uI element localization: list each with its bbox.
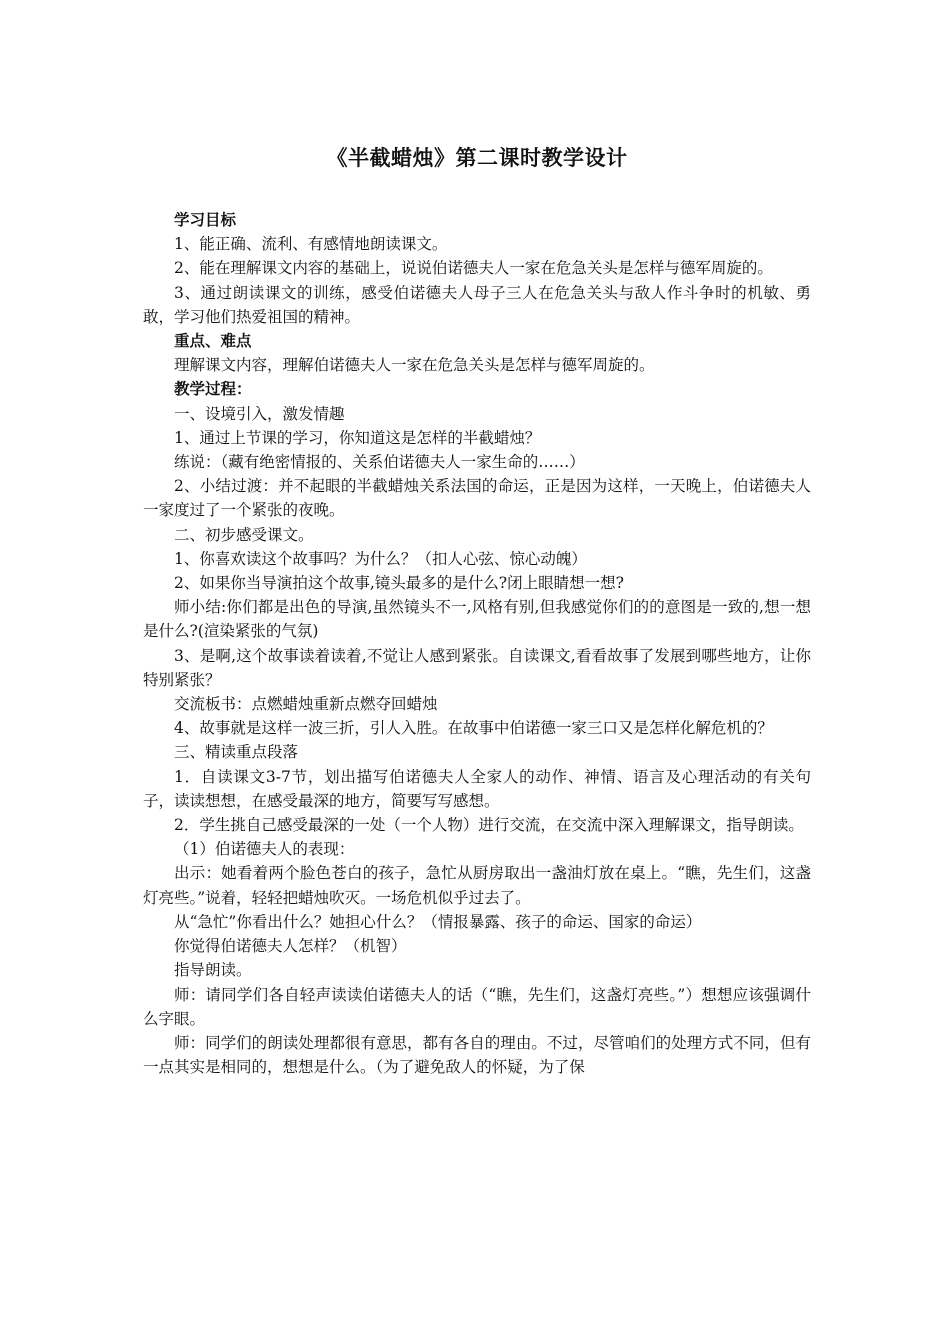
paragraph: 1．自读课文3-7节，划出描写伯诺德夫人全家人的动作、神情、语言及心理活动的有关句子，读读想想，在感受最深的地方，简要写写感想。: [143, 767, 811, 810]
paragraph: 二、初步感受课文。: [174, 525, 314, 544]
paragraph: 练说：（藏有绝密情报的、关系伯诺德夫人一家生命的……）: [174, 453, 585, 472]
paragraph: 2、小结过渡：并不起眼的半截蜡烛关系法国的命运，正是因为这样，一天晚上，伯诺德夫人一家度过了一个紧张的夜晚。: [143, 477, 811, 520]
paragraph: 出示：她看着两个脸色苍白的孩子，急忙从厨房取出一盏油灯放在桌上。“瞧，先生们，这盏灯亮些。”说着，轻轻把蜡烛吹灭。一场危机似乎过去了。: [143, 864, 811, 907]
paragraph: 1、你喜欢读这个故事吗？为什么？（扣人心弦、惊心动魄）: [174, 549, 587, 568]
paragraph: 师小结:你们都是出色的导演,虽然镜头不一,风格有别,但我感觉你们的的意图是一致的,想一想是什么?(渲染紧张的气氛): [143, 598, 811, 641]
paragraph: 指导朗读。: [174, 961, 252, 980]
paragraph: 3、是啊,这个故事读着读着,不觉让人感到紧张。自读课文,看看故事了发展到哪些地方，让你特别紧张？: [143, 646, 811, 689]
paragraph: 一、设境引入，激发情趣: [174, 404, 345, 423]
paragraph: 你觉得伯诺德夫人怎样？（机智）: [174, 937, 407, 956]
paragraph: 理解课文内容，理解伯诺德夫人一家在危急关头是怎样与德军周旋的。: [174, 356, 655, 375]
paragraph: 1、能正确、流利、有感情地朗读课文。: [174, 235, 448, 254]
paragraph: 交流板书：点燃蜡烛重新点燃夺回蜡烛: [174, 695, 438, 714]
paragraph: 3、通过朗读课文的训练，感受伯诺德夫人母子三人在危急关头与敌人作斗争时的机敏、勇敢，学习他们热爱祖国的精神。: [143, 283, 811, 326]
paragraph: 从“急忙”你看出什么？她担心什么？（情报暴露、孩子的命运、国家的命运）: [174, 912, 702, 931]
document-body: [143, 208, 811, 1079]
paragraph: 1、通过上节课的学习，你知道这是怎样的半截蜡烛？: [174, 428, 541, 447]
section-heading: 教学过程：: [174, 379, 252, 399]
paragraph: 三、精读重点段落: [174, 743, 299, 762]
paragraph: 师：同学们的朗读处理都很有意思，都有各自的理由。不过，尽管咱们的处理方式不同，但有一点其实是相同的，想想是什么。（为了避免敌人的怀疑，为了保: [143, 1033, 811, 1077]
paragraph: 2、如果你当导演拍这个故事,镜头最多的是什么?闭上眼睛想一想?: [174, 574, 624, 593]
paragraph: 2、能在理解课文内容的基础上，说说伯诺德夫人一家在危急关头是怎样与德军周旋的。: [174, 259, 773, 278]
section-heading: 重点、难点: [174, 331, 252, 351]
paragraph: 2．学生挑自己感受最深的一处（一个人物）进行交流，在交流中深入理解课文，指导朗读。: [174, 816, 804, 835]
document-title: 《半截蜡烛》第二课时教学设计: [326, 145, 628, 170]
paragraph: （1）伯诺德夫人的表现：: [174, 840, 355, 859]
paragraph: 师：请同学们各自轻声读读伯诺德夫人的话（“瞧，先生们，这盏灯亮些。”）想想应该强调什么字眼。: [143, 985, 811, 1028]
section-heading: 学习目标: [174, 210, 237, 229]
paragraph: 4、故事就是这样一波三折，引人入胜。在故事中伯诺德一家三口又是怎样化解危机的？: [174, 719, 773, 738]
